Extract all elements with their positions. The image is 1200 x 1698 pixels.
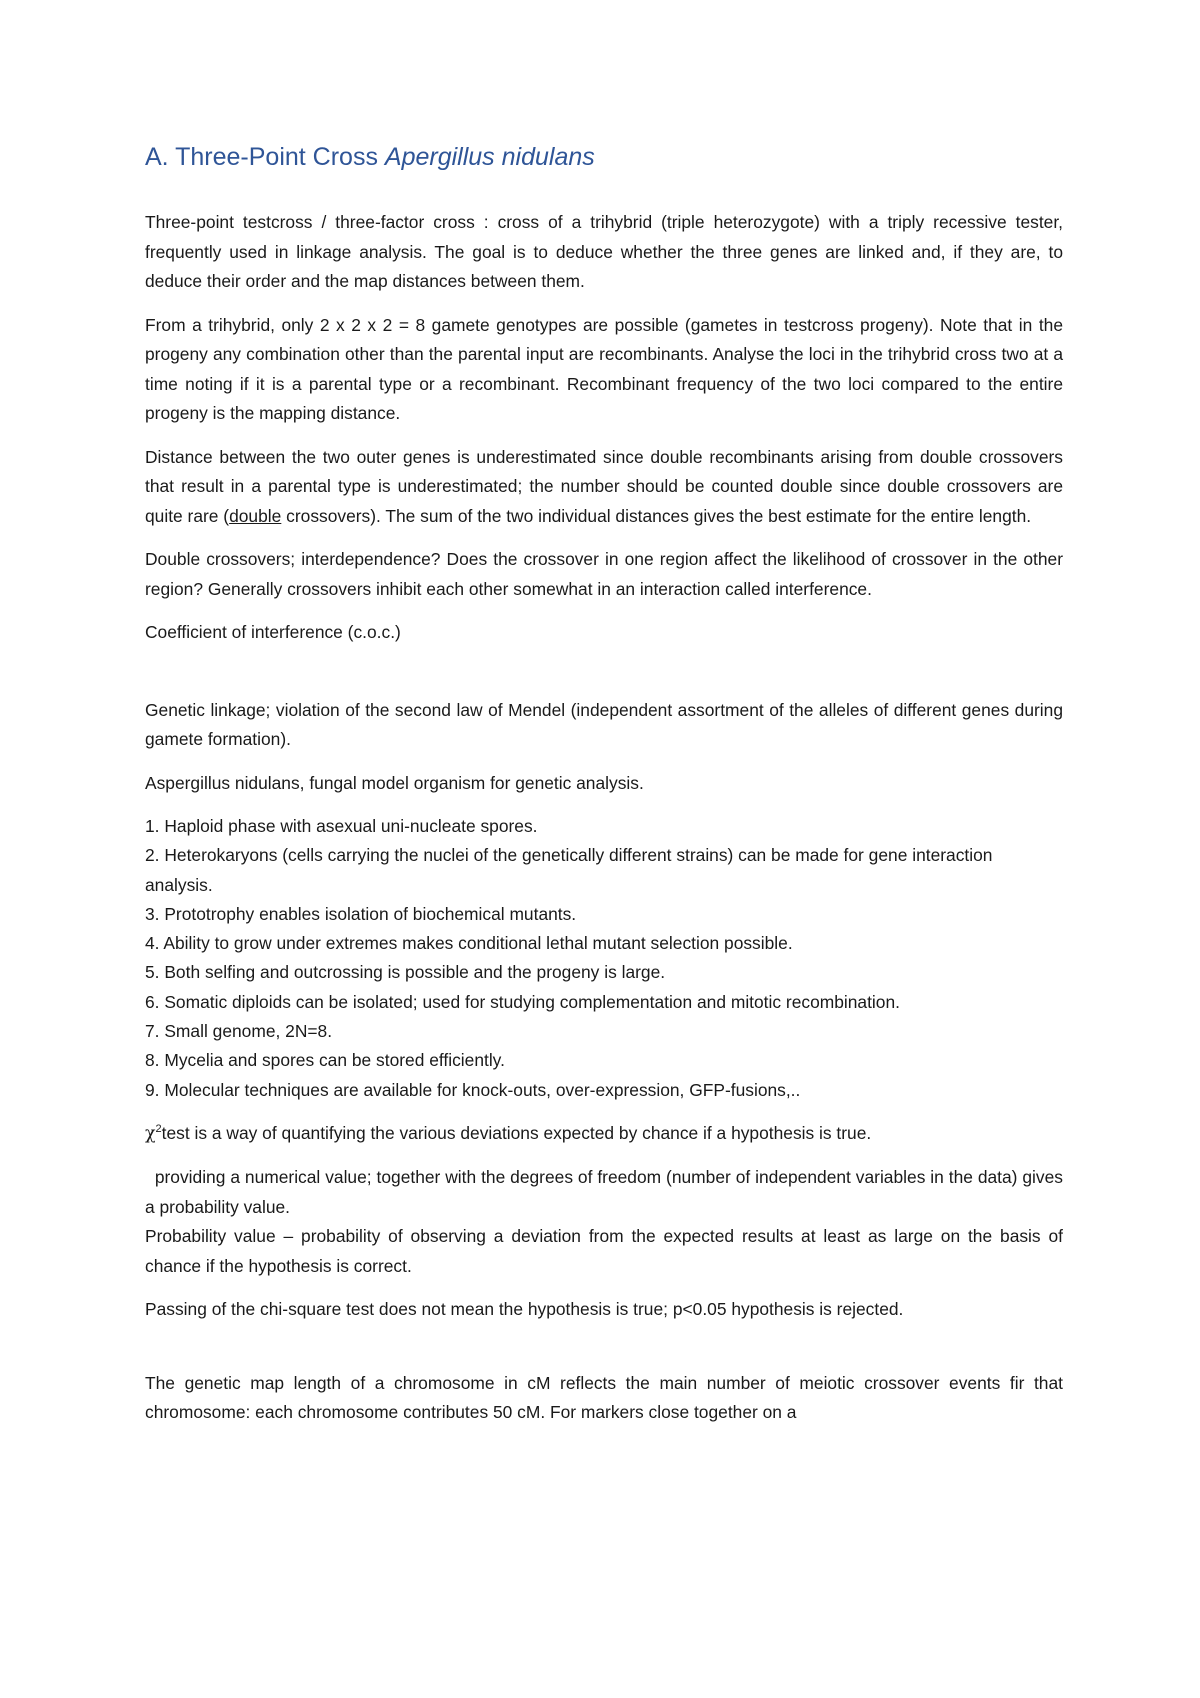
list-item: 5. Both selfing and outcrossing is possible and the progeny is large. (145, 962, 666, 983)
feature-list (145, 812, 1063, 1105)
paragraph-map-length: The genetic map length of a chromosome in cM reflects the main number of meiotic crossover events fir that chromosome: each chromosome contributes 50 cM. For markers close together on a (145, 1372, 1063, 1423)
list-item: 1. Haploid phase with asexual uni-nucleate spores. (145, 816, 538, 836)
paragraph-testcross: Three-point testcross / three-factor cross : cross of a trihybrid (triple heterozygote) with a triply recessive tester, frequently used in linkage analysis. The goal is to deduce whether the three genes are linked and, if they are, to deduce their order and the map distances between them. (145, 212, 1063, 291)
title-prefix: A. Three-Point Cross (145, 143, 385, 171)
list-item: 6. Somatic diploids can be isolated; used for studying complementation and mitotic recombination. (145, 991, 900, 1012)
paragraph-chi-passing: Passing of the chi-square test does not mean the hypothesis is true; p<0.05 hypothesis is rejected. (145, 1299, 904, 1320)
list-item: 7. Small genome, 2N=8. (145, 1021, 333, 1042)
list-item: 2. Heterokaryons (cells carrying the nuclei of the genetically different strains) can be made for gene interaction analysis. (145, 845, 993, 895)
paragraph-trihybrid: From a trihybrid, only 2 x 2 x 2 = 8 gamete genotypes are possible (gametes in testcross progeny). Note that in the progeny any combination other than the parental input are recombinants. Analyse the loci in the trihybrid cross two at a time noting if it is a parental type or a recombinant. Recombinant frequency of the two loci compared to the entire progeny is the mapping distance. (145, 314, 1063, 423)
list-item: 3. Prototrophy enables isolation of biochemical mutants. (145, 903, 577, 924)
probability-line-b: Probability value – probability of observing a deviation from the expected results at least as large on the basis of chance if the hypothesis is correct. (145, 1226, 1063, 1276)
paragraph-double-crossovers: Double crossovers; interdependence? Does the crossover in one region affect the likelihood of crossover in the other region? Generally crossovers inhibit each other somewhat in an interaction called interference. (145, 549, 1063, 599)
page-title (145, 140, 1063, 174)
paragraph-genetic-linkage: Genetic linkage; violation of the second law of Mendel (independent assortment of the alleles of different genes during gamete formation). (145, 699, 1063, 749)
paragraph-chi-square (145, 1119, 1063, 1150)
list-item: 8. Mycelia and spores can be stored efficiently. (145, 1050, 505, 1071)
distance-text-b: crossovers). The sum of the two individual distances gives the best estimate for the entire length. (281, 505, 1032, 526)
distance-underlined: double (229, 505, 282, 526)
list-item: 4. Ability to grow under extremes makes conditional lethal mutant selection possible. (145, 933, 793, 954)
paragraph-distance (145, 443, 1063, 532)
title-species: Apergillus nidulans (384, 143, 595, 171)
chi-superscript: 2 (155, 1123, 162, 1136)
distance-text-a: Distance between the two outer genes is underestimated since double recombinants arising from double crossovers that result in a parental type is underestimated; the number should be counted double since double crossovers are quite rare ( (145, 446, 1063, 526)
chi-symbol: χ (145, 1123, 156, 1144)
paragraph-coefficient: Coefficient of interference (c.o.c.) (145, 622, 401, 642)
chi-text: test is a way of quantifying the various deviations expected by chance if a hypothesis is true. (161, 1122, 872, 1143)
list-item: 9. Molecular techniques are available for knock-outs, over-expression, GFP-fusions,.. (145, 1079, 801, 1100)
probability-line-a: providing a numerical value; together with the degrees of freedom (number of independent variables in the data) gives a probability value. (145, 1167, 1068, 1217)
paragraph-probability (145, 1163, 1068, 1281)
paragraph-aspergillus: Aspergillus nidulans, fungal model organism for genetic analysis. (145, 772, 644, 793)
